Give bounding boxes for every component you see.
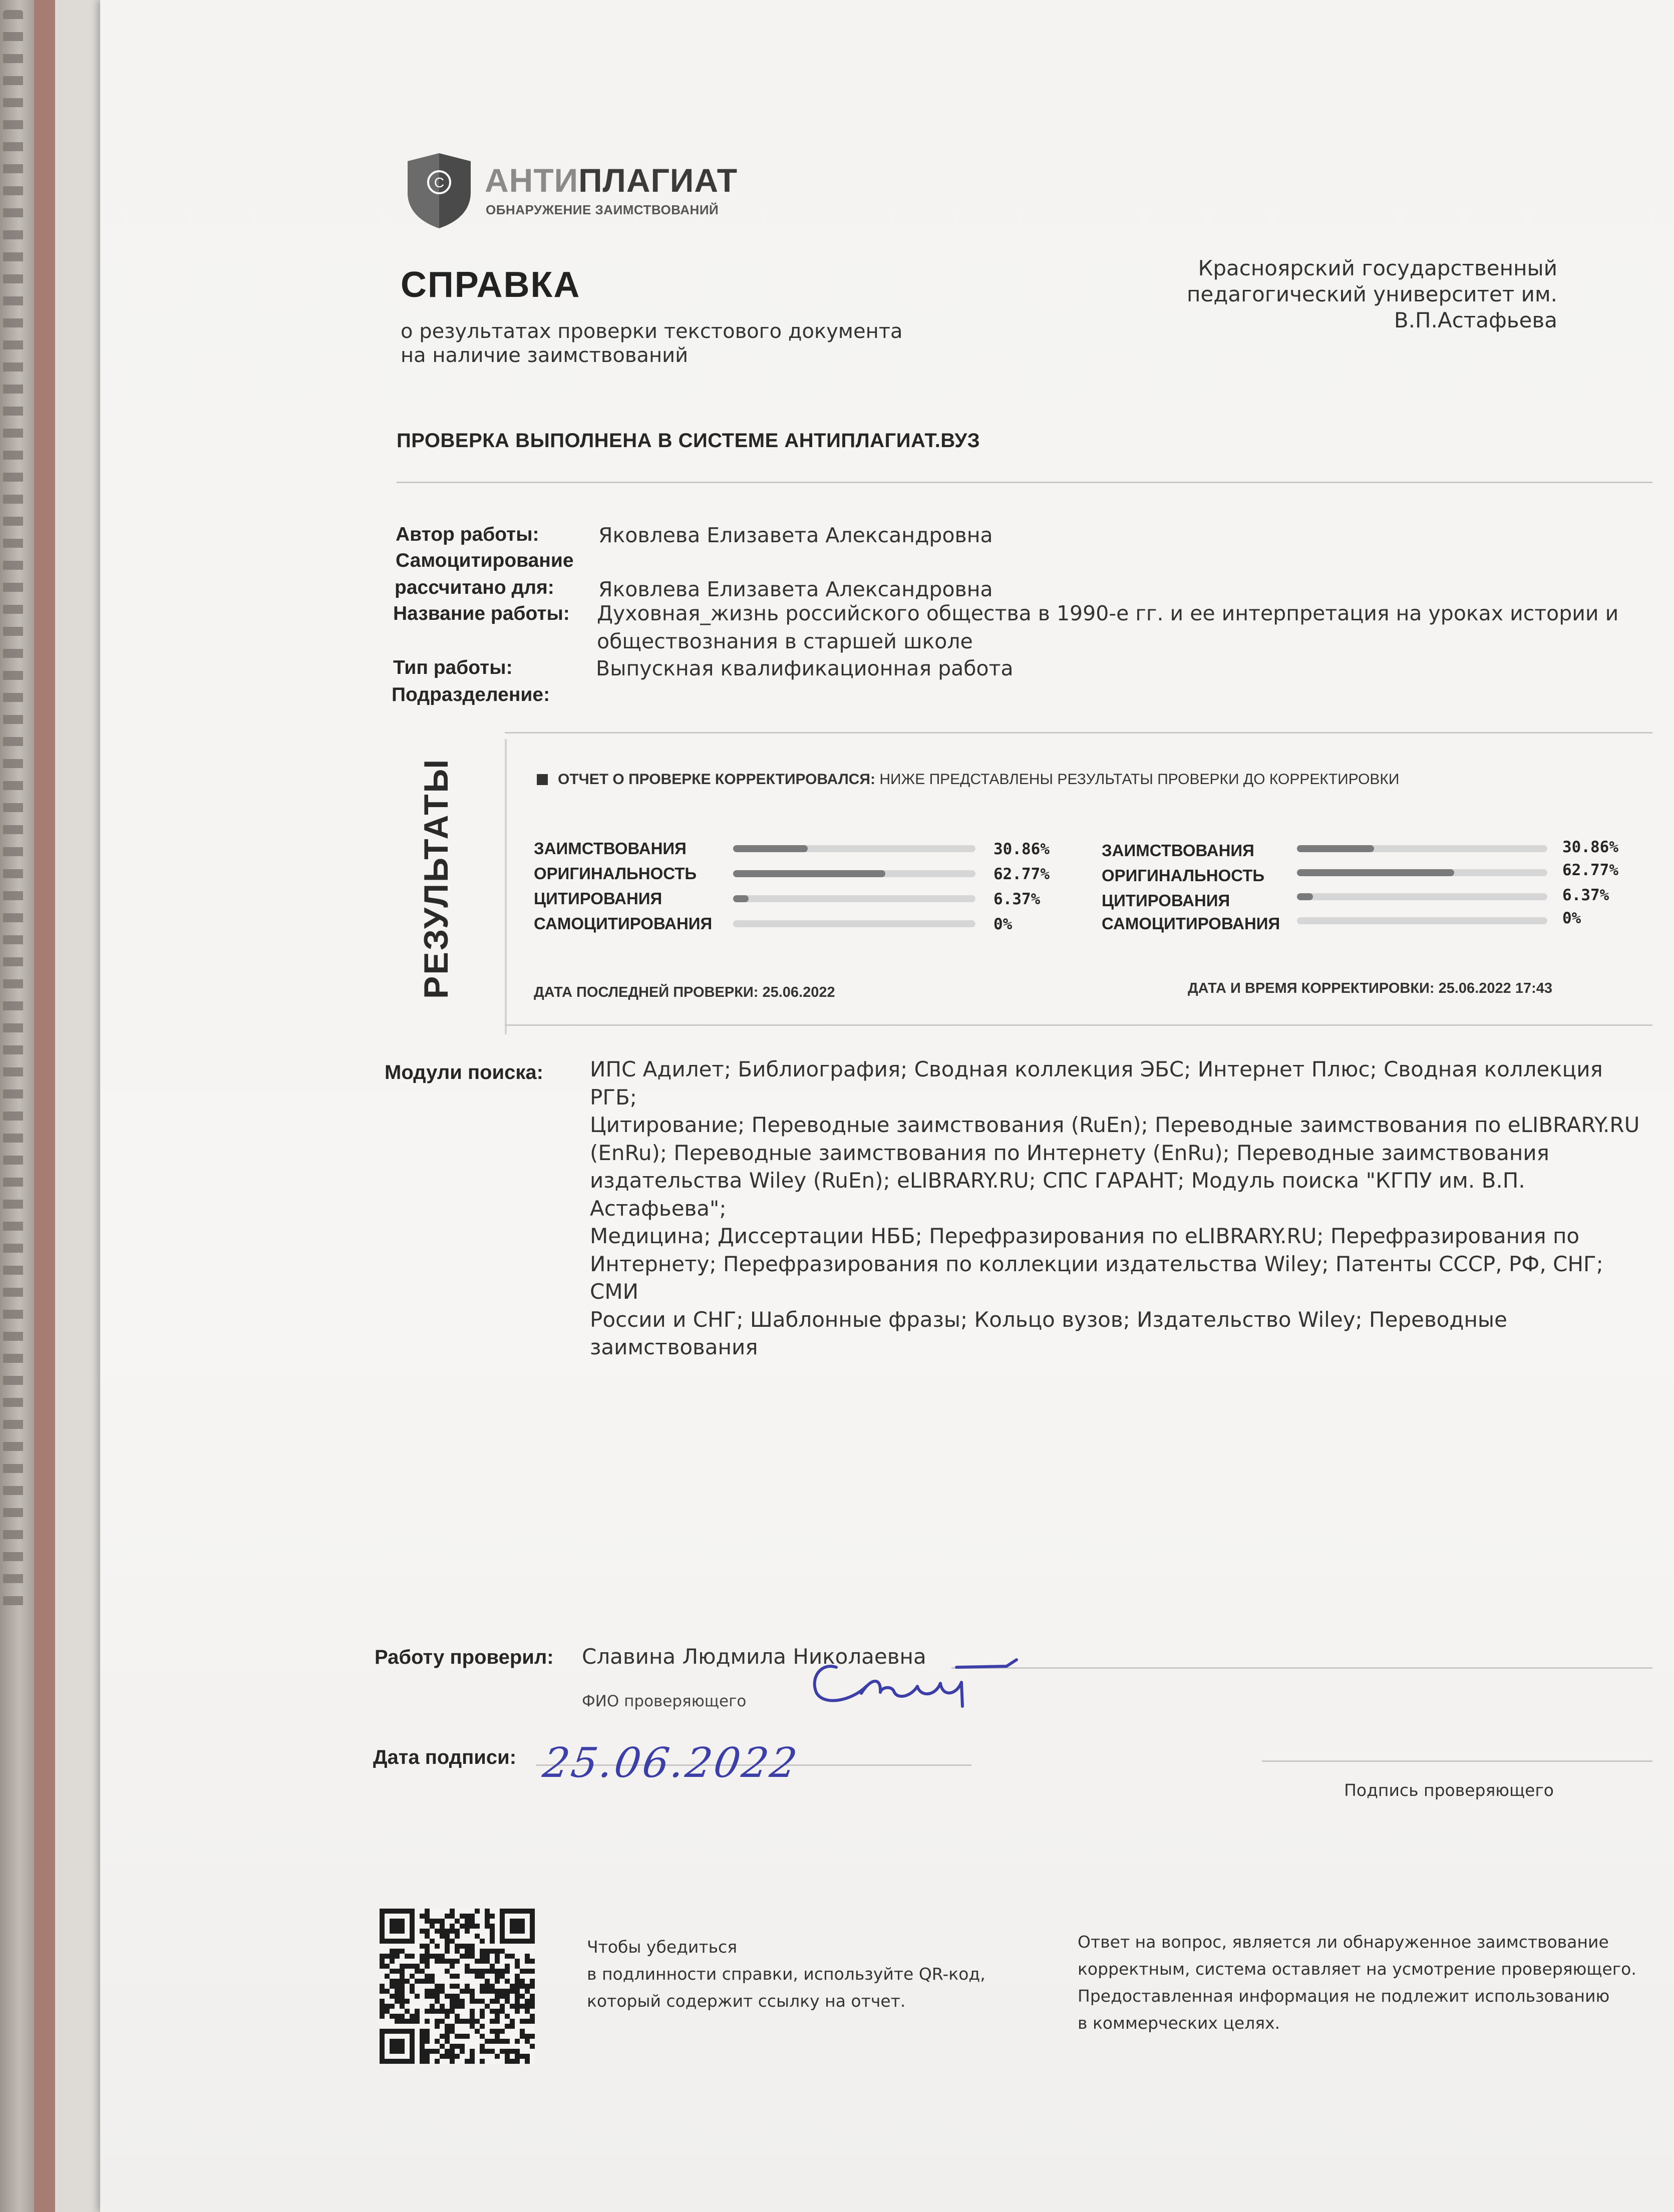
folder-edge — [34, 0, 57, 2212]
metric-percent: 30.86% — [993, 840, 1050, 858]
metric-bar-track — [733, 895, 975, 902]
metric-percent: 62.77% — [993, 865, 1050, 883]
page-subtitle — [401, 319, 1001, 367]
metric-bar-track — [733, 845, 975, 852]
metric-percent: 6.37% — [993, 890, 1041, 908]
metric-name: САМОЦИТИРОВАНИЯ — [1102, 914, 1280, 933]
disclaimer-line: Ответ на вопрос, является ли обнаруженное заимствование — [1078, 1932, 1609, 1952]
binder-edge — [0, 0, 35, 2212]
modules-list — [590, 1055, 1656, 1361]
divider — [397, 482, 1652, 483]
metric-percent: 30.86% — [1562, 838, 1618, 856]
results-left-rule — [505, 739, 507, 1034]
metric-percent: 0% — [993, 915, 1013, 933]
work-title-value: обществознания в старшей школе — [597, 629, 973, 653]
last-check-date: ДАТА ПОСЛЕДНЕЙ ПРОВЕРКИ: 25.06.2022 — [534, 984, 835, 1000]
metrics-before — [534, 839, 1065, 939]
work-type-value: Выпускная квалификационная работа — [596, 656, 1014, 680]
department-label: Подразделение: — [392, 684, 550, 705]
selfcite-label: Самоцитирование — [396, 550, 574, 571]
svg-text:C: C — [434, 175, 445, 190]
fio-caption: ФИО проверяющего — [582, 1692, 747, 1710]
selfcite-value: Яковлева Елизавета Александровна — [598, 577, 993, 601]
metric-percent: 6.37% — [1562, 886, 1609, 904]
modules-line: Цитирование; Переводные заимствования (RuEn); Переводные заимствования по eLIBRARY.RU — [590, 1113, 1640, 1137]
work-type-label: Тип работы: — [393, 657, 513, 678]
antiplagiat-shield-icon — [405, 151, 474, 230]
metric-bar-track — [1297, 845, 1547, 852]
logo-name — [485, 161, 738, 199]
disclaimer — [1078, 1929, 1653, 2037]
metric-bar-fill — [733, 870, 885, 877]
back-sheet — [55, 0, 105, 2212]
qr-code-icon[interactable] — [380, 1909, 535, 2064]
divider — [505, 732, 1652, 733]
notice-bold: ОТЧЕТ О ПРОВЕРКЕ КОРРЕКТИРОВАЛСЯ: — [558, 771, 875, 788]
selfcite-label: рассчитано для: — [395, 577, 554, 598]
logo-name-part2: ПЛАГИАТ — [578, 162, 738, 199]
modules-line: (EnRu); Переводные заимствования по Интернету (EnRu); Переводные заимствования — [590, 1140, 1549, 1165]
metric-name: ОРИГИНАЛЬНОСТЬ — [1102, 866, 1265, 885]
metric-bar-fill — [733, 845, 808, 852]
metric-bar-fill — [1297, 893, 1313, 900]
binder-rings — [3, 10, 23, 1612]
metric-percent: 0% — [1562, 909, 1581, 927]
modules-line: Интернету; Перефразирования по коллекции издательства Wiley; Патенты СССР, РФ, СНГ; СМИ — [590, 1251, 1603, 1304]
divider — [505, 1024, 1652, 1026]
metric-name: САМОЦИТИРОВАНИЯ — [534, 914, 713, 933]
signature-caption: Подпись проверяющего — [1344, 1780, 1554, 1800]
metrics-after — [1102, 839, 1652, 939]
subtitle-line: на наличие заимствований — [401, 344, 689, 367]
subtitle-line: о результатах проверки текстового документа — [401, 320, 903, 343]
organization-line: Красноярский государственный — [1198, 256, 1557, 280]
disclaimer-line: Предоставленная информация не подлежит использованию — [1078, 1986, 1610, 2006]
checked-by-label: Работу проверил: — [375, 1646, 554, 1668]
metric-name: ЗАИМСТВОВАНИЯ — [534, 839, 687, 858]
disclaimer-line: корректным, система оставляет на усмотрение проверяющего. — [1078, 1959, 1636, 1979]
notice-square-icon — [537, 774, 548, 785]
system-check-heading: ПРОВЕРКА ВЫПОЛНЕНА В СИСТЕМЕ АНТИПЛАГИАТ.ВУЗ — [397, 430, 980, 452]
metric-bar-fill — [1297, 845, 1374, 852]
metric-bar-track — [1297, 869, 1547, 876]
disclaimer-line: в коммерческих целях. — [1078, 2013, 1280, 2033]
signature-line — [1262, 1760, 1652, 1762]
qr-instructions — [587, 1934, 1038, 2015]
organization-line: В.П.Астафьева — [1394, 308, 1557, 332]
metric-percent: 62.77% — [1562, 861, 1618, 879]
work-title-label: Название работы: — [393, 603, 570, 624]
handwritten-signature — [806, 1637, 1067, 1722]
metric-bar-track — [1297, 893, 1547, 900]
metric-bar-track — [1297, 917, 1547, 924]
metric-bar-track — [733, 870, 975, 877]
qr-line: в подлинности справки, используйте QR-код, — [587, 1964, 985, 1984]
notice-text: НИЖЕ ПРЕДСТАВЛЕНЫ РЕЗУЛЬТАТЫ ПРОВЕРКИ ДО КОРРЕКТИРОВКИ — [879, 771, 1400, 788]
correction-notice — [537, 771, 1399, 788]
results-vertical-title: РЕЗУЛЬТАТЫ — [417, 758, 455, 999]
author-value: Яковлева Елизавета Александровна — [598, 523, 993, 547]
qr-line: который содержит ссылку на отчет. — [587, 1991, 906, 2011]
sign-date-label: Дата подписи: — [373, 1746, 517, 1768]
checked-by-name: Славина Людмила Николаевна — [582, 1644, 926, 1669]
metric-bar-fill — [1297, 869, 1454, 876]
document-page — [100, 0, 1674, 2212]
metric-bar-fill — [733, 895, 749, 902]
logo-name-part1: АНТИ — [485, 162, 579, 199]
organization-line: педагогический университет им. — [1187, 282, 1557, 306]
author-label: Автор работы: — [396, 524, 539, 545]
work-title-value: Духовная_жизнь российского общества в 1990-е гг. и ее интерпретация на уроках истории и — [597, 601, 1619, 625]
modules-line: ИПС Адилет; Библиография; Сводная коллекция ЭБС; Интернет Плюс; Сводная коллекция РГБ; — [590, 1057, 1603, 1110]
modules-line: Медицина; Диссертации НББ; Перефразирования по eLIBRARY.RU; Перефразирования по — [590, 1224, 1580, 1248]
metric-name: ЦИТИРОВАНИЯ — [1102, 891, 1230, 910]
handwritten-date: 25.06.2022 — [540, 1739, 802, 1787]
metric-name: ЦИТИРОВАНИЯ — [534, 889, 662, 908]
qr-line: Чтобы убедиться — [587, 1937, 738, 1957]
metric-name: ОРИГИНАЛЬНОСТЬ — [534, 864, 697, 883]
logo-tagline: ОБНАРУЖЕНИЕ ЗАИМСТВОВАНИЙ — [486, 202, 719, 217]
metric-name: ЗАИМСТВОВАНИЯ — [1102, 841, 1254, 860]
modules-line: России и СНГ; Шаблонные фразы; Кольцо вузов; Издательство Wiley; Переводные заимствования — [590, 1307, 1507, 1359]
page-title: СПРАВКА — [401, 265, 581, 305]
modules-line: издательства Wiley (RuEn); eLIBRARY.RU; СПС ГАРАНТ; Модуль поиска "КГПУ им. В.П. Астафьева"; — [590, 1168, 1525, 1221]
organization-name — [1107, 255, 1557, 333]
metric-bar-track — [733, 920, 975, 927]
modules-label: Модули поиска: — [385, 1061, 543, 1083]
correction-datetime: ДАТА И ВРЕМЯ КОРРЕКТИРОВКИ: 25.06.2022 17:43 — [1188, 980, 1552, 996]
